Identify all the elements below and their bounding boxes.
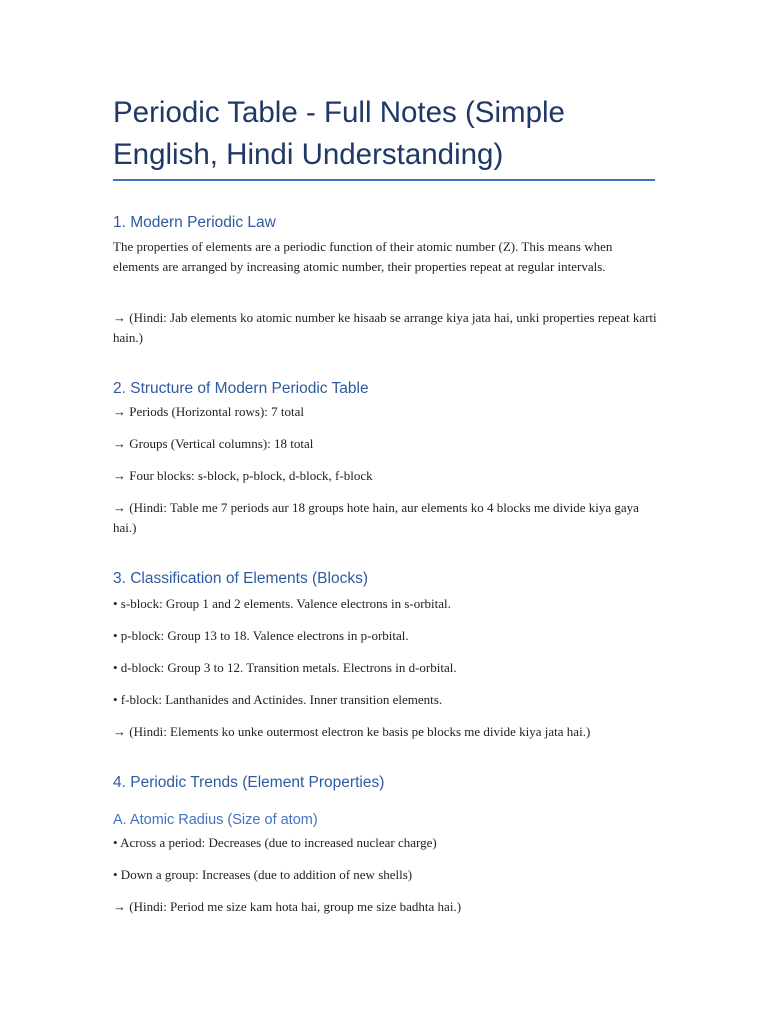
list-item: • d-block: Group 3 to 12. Transition metals. Electrons in d-orbital. xyxy=(113,660,457,675)
list-item: → Periods (Horizontal rows): 7 total xyxy=(113,404,304,419)
hindi-note: → (Hindi: Period me size kam hota hai, group me size badhta hai.) xyxy=(113,899,462,914)
section-heading-structure: 2. Structure of Modern Periodic Table xyxy=(113,380,369,397)
list-item: • s-block: Group 1 and 2 elements. Valence electrons in s-orbital. xyxy=(113,596,451,611)
document-title: Periodic Table - Full Notes (Simple English, Hindi Understanding) xyxy=(113,96,565,171)
section-heading-periodic-trends: 4. Periodic Trends (Element Properties) xyxy=(113,774,385,791)
hindi-note: → (Hindi: Jab elements ko atomic number ke hisaab se arrange kiya jata hai, unki properties repeat karti hain.) xyxy=(113,310,657,345)
subheading-atomic-radius: A. Atomic Radius (Size of atom) xyxy=(113,812,318,828)
list-item: → Groups (Vertical columns): 18 total xyxy=(113,436,314,451)
hindi-note: → (Hindi: Table me 7 periods aur 18 groups hote hain, aur elements ko 4 blocks me divide kiya gaya hai.) xyxy=(113,500,639,535)
list-item: • p-block: Group 13 to 18. Valence electrons in p-orbital. xyxy=(113,628,409,643)
title-underline xyxy=(113,179,655,181)
hindi-note: → (Hindi: Elements ko unke outermost electron ke basis pe blocks me divide kiya jata hai.) xyxy=(113,724,591,739)
paragraph: The properties of elements are a periodic function of their atomic number (Z). This means when elements are arranged by increasing atomic number, their properties repeat at regular intervals. xyxy=(113,239,613,274)
list-item: • Across a period: Decreases (due to increased nuclear charge) xyxy=(113,835,437,850)
section-heading-classification: 3. Classification of Elements (Blocks) xyxy=(113,570,368,587)
section-heading-modern-periodic-law: 1. Modern Periodic Law xyxy=(113,214,276,231)
list-item: • f-block: Lanthanides and Actinides. Inner transition elements. xyxy=(113,692,443,707)
list-item: → Four blocks: s-block, p-block, d-block, f-block xyxy=(113,468,373,483)
list-item: • Down a group: Increases (due to addition of new shells) xyxy=(113,867,413,882)
